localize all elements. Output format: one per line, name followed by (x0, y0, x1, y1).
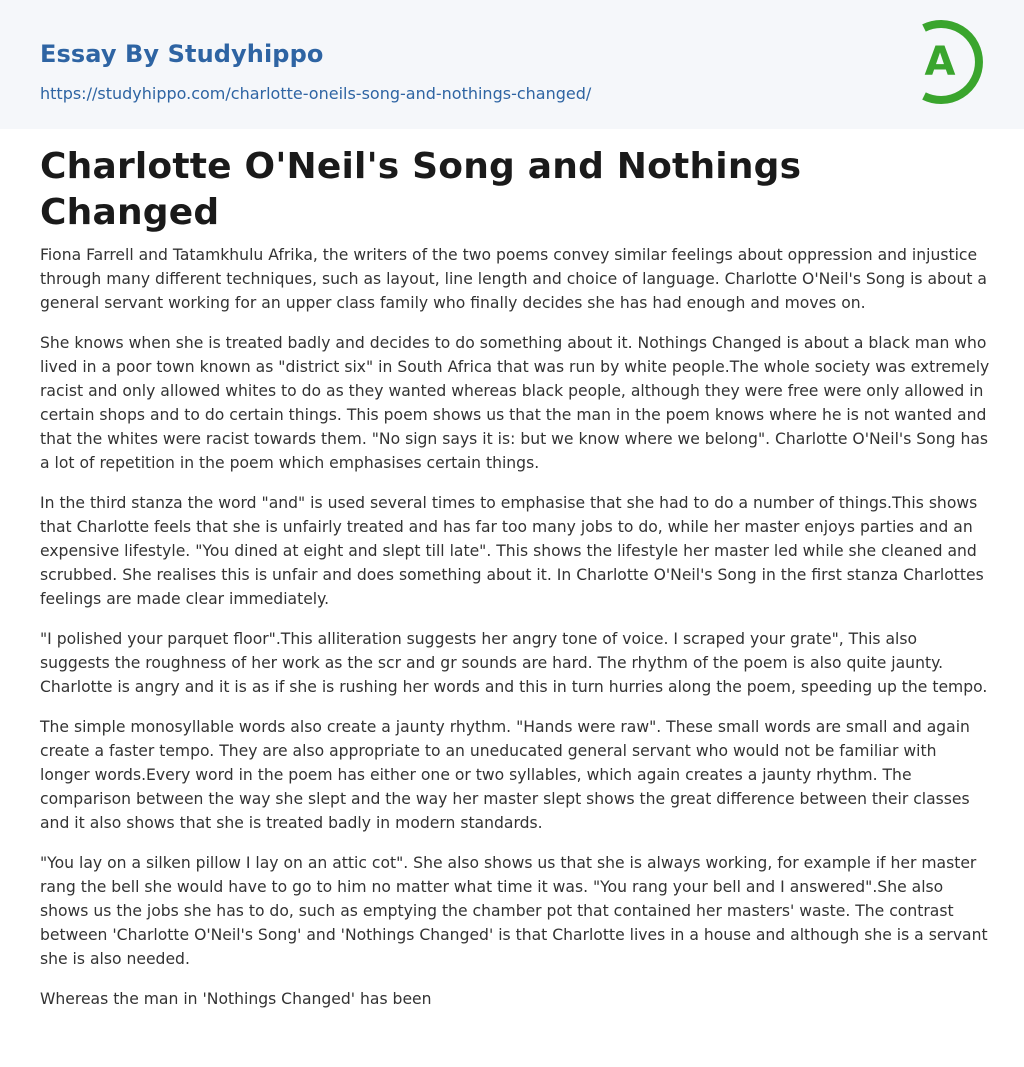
studyhippo-logo-icon[interactable] (908, 18, 988, 106)
logo-letter: A (924, 39, 956, 85)
article-paragraph: Fiona Farrell and Tatamkhulu Afrika, the writers of the two poems convey similar feelings about oppression and injustice through many different techniques, such as layout, line length and choice of language. Charlotte O'Neil's Song is about a general servant working for an upper class family who finally decides she has had enough and moves on. (40, 246, 987, 312)
article-paragraph: In the third stanza the word "and" is used several times to emphasise that she had to do a number of things.This shows that Charlotte feels that she is unfairly treated and has far too many jobs to do, while her master enjoys parties and an expensive lifestyle. "You dined at eight and slept till late". This shows the lifestyle her master led while she cleaned and scrubbed. She realises this is unfair and does something about it. In Charlotte O'Neil's Song in the first stanza Charlottes feelings are made clear immediately. (40, 494, 984, 608)
page-url-link[interactable]: https://studyhippo.com/charlotte-oneils-song-and-nothings-changed/ (40, 84, 592, 103)
article (40, 144, 990, 1027)
site-header (0, 0, 1024, 129)
article-paragraph: Whereas the man in 'Nothings Changed' has been (40, 990, 432, 1008)
article-paragraph: "You lay on a silken pillow I lay on an attic cot". She also shows us that she is always working, for example if her master rang the bell she would have to go to him no matter what time it was. "You rang your bell and I answered".She also shows us the jobs she has to do, such as emptying the chamber pot that contained her masters' waste. The contrast between 'Charlotte O'Neil's Song' and 'Nothings Changed' is that Charlotte lives in a house and although she is a servant she is also needed. (40, 854, 988, 968)
site-brand[interactable]: Essay By Studyhippo (40, 40, 324, 68)
article-paragraph: "I polished your parquet floor".This alliteration suggests her angry tone of voice. I scraped your grate", This also suggests the roughness of her work as the scr and gr sounds are hard. The rhythm of the poem is also quite jaunty. Charlotte is angry and it is as if she is rushing her words and this in turn hurries along the poem, speeding up the tempo. (40, 630, 988, 696)
article-title: Charlotte O'Neil's Song and Nothings Changed (40, 146, 802, 233)
article-paragraph: She knows when she is treated badly and decides to do something about it. Nothings Changed is about a black man who lived in a poor town known as "district six" in South Africa that was run by white people.The whole society was extremely racist and only allowed whites to do as they wanted whereas black people, although they were free were only allowed in certain shops and to do certain things. This poem shows us that the man in the poem knows where he is not wanted and that the whites were racist towards them. "No sign says it is: but we know where we belong". Charlotte O'Neil's Song has a lot of repetition in the poem which emphasises certain things. (40, 334, 990, 472)
article-paragraph: The simple monosyllable words also create a jaunty rhythm. "Hands were raw". These small words are small and again create a faster tempo. They are also appropriate to an uneducated general servant who would not be familiar with longer words.Every word in the poem has either one or two syllables, which again creates a jaunty rhythm. The comparison between the way she slept and the way her master slept shows the great difference between their classes and it also shows that she is treated badly in modern standards. (40, 718, 970, 832)
